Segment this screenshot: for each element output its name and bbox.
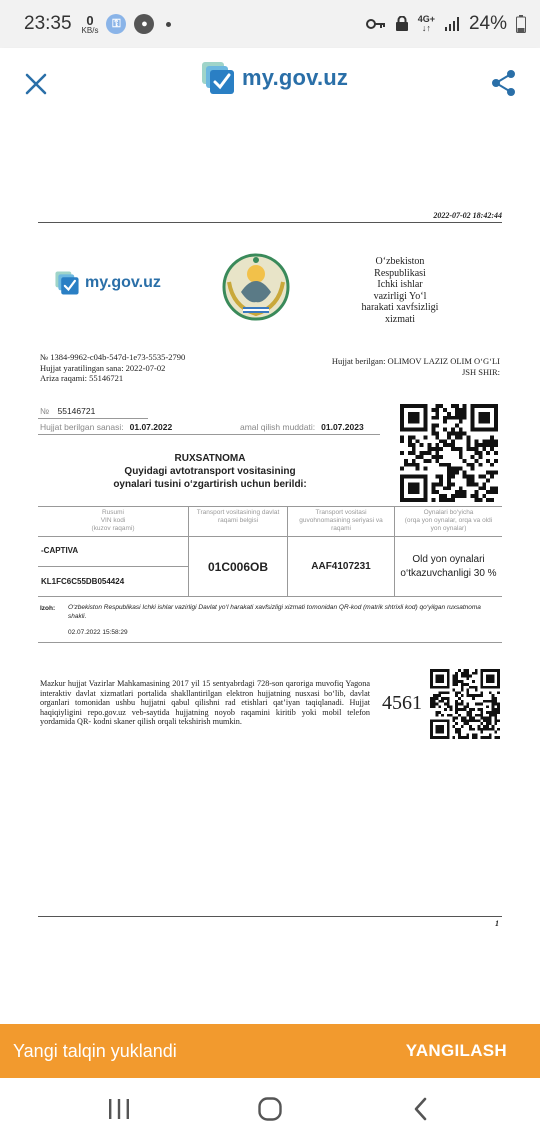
vehicle-model: -CAPTIVA xyxy=(41,546,79,555)
vehicle-vin: KL1FC6C55DB054424 xyxy=(38,566,188,596)
issued-value: 01.07.2022 xyxy=(129,422,173,432)
table-header-row xyxy=(38,507,502,537)
document-id: № 1384-9962-c04b-547d-1e73-5535-2790 xyxy=(40,352,186,362)
system-nav-bar xyxy=(0,1078,540,1140)
net-speed xyxy=(82,14,99,35)
created-date: Hujjat yaratilingan sana: 2022-07-02 xyxy=(40,362,166,373)
valid-value: 01.07.2023 xyxy=(321,422,364,432)
net-speed-unit: KB/s xyxy=(81,25,99,35)
state-emblem-icon xyxy=(221,252,291,322)
brand-logo xyxy=(200,60,348,96)
tint-line: o‘tkazuvchanligi 30 % xyxy=(400,567,497,579)
valid-label: amal qilish muddati: xyxy=(240,422,316,432)
document-timestamp: 2022-07-02 18:42:44 xyxy=(433,211,502,220)
snackbar-message: Yangi talqin yuklandi xyxy=(13,1040,177,1061)
table-header: Oynalari bo‘yicha (orqa yon oynalar, orqa va oldi yon oynalar) xyxy=(404,509,493,532)
update-button[interactable]: YANGILASH xyxy=(405,1041,507,1060)
vpn-key-notification-icon: ⚿ xyxy=(106,14,126,34)
page-number: 1 xyxy=(495,919,499,928)
divider xyxy=(38,642,502,643)
vehicle-plate: 01C006OB xyxy=(189,537,288,596)
battery-icon xyxy=(516,15,526,33)
permit-title: RUXSATNOMA xyxy=(174,453,246,464)
document-meta-left xyxy=(40,352,185,384)
document-logo-text: my.gov.uz xyxy=(85,274,161,291)
verification-code: 4561 xyxy=(382,692,422,714)
org-line: Ichki ishlar xyxy=(377,279,423,290)
org-line: vazirligi Yo‘l xyxy=(373,290,427,302)
permit-number-label: № xyxy=(40,406,50,416)
lock-icon xyxy=(395,16,409,32)
qr-code xyxy=(399,404,499,502)
home-button[interactable] xyxy=(250,1092,290,1126)
org-line: harakati xavfsizligi xyxy=(361,302,439,313)
recents-icon xyxy=(107,1098,131,1120)
app-header xyxy=(0,48,540,116)
tint-line: Old yon oynalari xyxy=(412,553,485,565)
org-line: xizmati xyxy=(385,313,415,325)
share-icon xyxy=(490,69,518,97)
table-cell-model-vin xyxy=(38,537,189,596)
brand-name: my.gov.uz xyxy=(242,65,349,90)
bottom-rule xyxy=(38,916,502,917)
home-icon xyxy=(257,1096,283,1122)
organization-name xyxy=(350,256,450,325)
underline xyxy=(38,434,380,435)
document-logo xyxy=(54,270,161,296)
recents-button[interactable] xyxy=(99,1092,139,1126)
close-button[interactable] xyxy=(18,66,54,102)
note-datetime: 02.07.2022 15:58:29 xyxy=(68,629,128,636)
back-button[interactable] xyxy=(401,1092,441,1126)
underline xyxy=(38,418,148,419)
net-speed-value: 0 xyxy=(86,12,94,28)
document-viewer[interactable] xyxy=(0,116,540,1024)
network-type: 4G+ ↓↑ xyxy=(417,14,435,33)
permit-dates xyxy=(40,422,380,432)
tint-info xyxy=(395,537,502,596)
table-header: Transport vositasining davlat raqami belgisi xyxy=(189,507,288,536)
permit-title-block xyxy=(100,452,320,491)
more-notifications-icon xyxy=(166,22,171,27)
status-bar xyxy=(0,0,540,48)
note-text: O‘zbekiston Respublikasi Ichki ishlar vazirligi Davlat yo‘l harakati xavfsizligi xizmati tomonidan QR-kod (matrik shtrixli kod) qo‘yilgan ruxsatnoma shakli. xyxy=(68,604,481,620)
table-row xyxy=(38,537,502,597)
top-rule xyxy=(38,222,502,223)
issued-to: Hujjat berilgan: OLIMOV LAZIZ OLIM O‘G‘LI xyxy=(331,356,500,366)
chat-notification-icon: ● xyxy=(134,14,154,34)
mygov-logo-icon xyxy=(200,60,236,96)
vehicle-certificate: AAF4107231 xyxy=(288,537,395,596)
permit-number xyxy=(40,406,95,416)
org-line: O‘zbekiston Respublikasi xyxy=(374,256,426,279)
permit-number-value: 55146721 xyxy=(57,406,96,416)
document-meta-right xyxy=(332,356,500,377)
issued-label: Hujjat berilgan sanasi: xyxy=(40,422,124,432)
table-header: Transport vositasi guvohnomasining seriyasi va raqami xyxy=(288,507,395,536)
mygov-logo-icon xyxy=(54,270,80,296)
permit-subtitle: Quyidagi avtotransport vositasining xyxy=(124,466,296,477)
vehicle-table xyxy=(38,506,502,597)
share-button[interactable] xyxy=(486,65,522,101)
table-header: Rusumi VIN kodi (kuzov raqami) xyxy=(38,507,189,536)
key-icon xyxy=(366,18,386,30)
back-icon xyxy=(413,1097,429,1121)
application-number: Ariza raqami: 55146721 xyxy=(40,373,124,383)
battery-percent: 24% xyxy=(468,13,507,34)
close-icon xyxy=(25,73,47,95)
signal-icon xyxy=(444,16,460,32)
jsh-shir: JSH SHIR: xyxy=(461,366,500,377)
note-label: Izoh: xyxy=(40,605,56,612)
status-time: 23:35 xyxy=(24,13,72,34)
update-snackbar xyxy=(0,1024,540,1078)
qr-code-small xyxy=(430,669,500,739)
legal-paragraph: Mazkur hujjat Vazirlar Mahkamasining 2017 yil 15 sentyabrdagi 728-son qaroriga muvofiq Yagona interaktiv davlat xizmatlari portalida shakllantirilgan elektron hujjatning nusxasi bo‘lib, davlat organlari tomonidan ushbu hujjatni qabul qilishni rad etishlari qat’iyan taqiqlanadi. Hujjat haqiqiyligini repo.gov.uz veb-saytida hujjatning noyob raqamini kiritib yoki mobil telefon yordamida QR- kodni skaner qilish orqali tekshirish mumkin. xyxy=(40,679,370,727)
permit-subtitle: oynalari tusini o‘zgartirish uchun berildi: xyxy=(113,479,307,490)
